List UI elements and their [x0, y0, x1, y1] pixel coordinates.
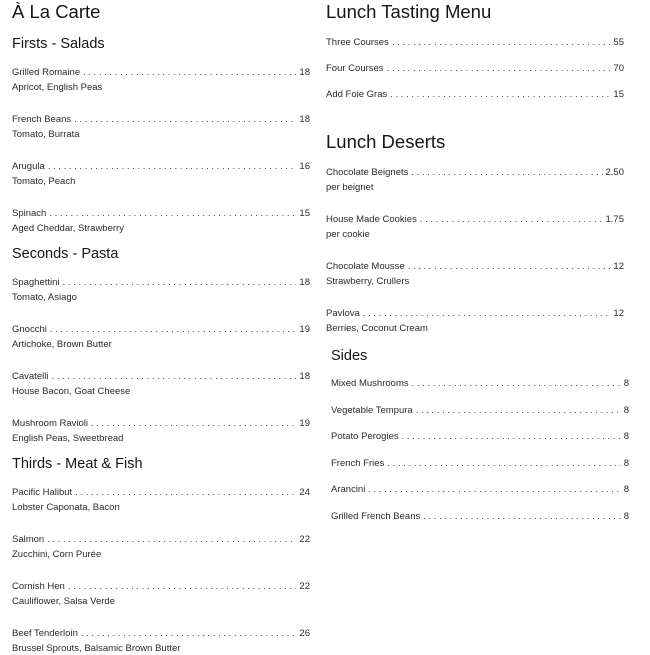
item-price: 18 — [299, 114, 310, 125]
item-price: 2.50 — [605, 167, 624, 178]
item-name: Chocolate Beignets — [326, 167, 409, 178]
item-name: Add Foie Gras — [326, 89, 388, 100]
dot-leader — [50, 324, 297, 336]
dot-leader — [363, 308, 611, 320]
item-name: Grilled Romaine — [12, 67, 81, 78]
section-seconds-pasta — [12, 245, 310, 445]
item-name: Mixed Mushrooms — [331, 378, 409, 389]
menu-item — [12, 324, 310, 351]
item-name: French Fries — [331, 457, 385, 469]
item-price: 8 — [623, 484, 629, 495]
item-description: Strawberry, Crullers — [326, 276, 410, 287]
menu-item — [12, 67, 310, 94]
section-heading: Firsts - Salads — [12, 36, 105, 52]
dot-leader — [387, 63, 611, 75]
menu-item — [331, 405, 629, 417]
item-name: Arancini — [331, 484, 366, 495]
item-name: House Made Cookies — [326, 214, 417, 225]
menu-item — [331, 484, 629, 496]
item-price: 15 — [613, 89, 624, 100]
menu-item — [331, 378, 629, 390]
menu-item — [326, 89, 624, 101]
menu-item — [12, 581, 310, 608]
section-heading: Seconds - Pasta — [12, 246, 119, 262]
dot-leader — [420, 214, 603, 226]
item-price: 12 — [613, 308, 624, 319]
dot-leader — [423, 511, 620, 523]
menu-item — [326, 214, 624, 241]
item-price: 1.75 — [605, 214, 624, 225]
item-name: Salmon — [12, 534, 45, 545]
menu-item — [12, 418, 310, 445]
item-price: 19 — [299, 418, 310, 429]
dot-leader — [81, 628, 297, 640]
dot-leader — [387, 458, 620, 470]
item-description: Apricot, English Peas — [12, 82, 103, 93]
item-description: House Bacon, Goat Cheese — [12, 386, 131, 397]
item-price: 12 — [613, 261, 624, 272]
section-heading: Lunch Tasting Menu — [326, 1, 492, 22]
menu-item — [326, 63, 624, 75]
section-thirds-meat-fish — [12, 455, 310, 655]
item-price: 70 — [613, 63, 624, 74]
item-price: 8 — [623, 378, 629, 389]
dot-leader — [51, 371, 296, 383]
item-description: Tomato, Peach — [12, 176, 76, 187]
item-price: 8 — [623, 431, 629, 442]
item-price: 18 — [299, 371, 310, 382]
item-description: English Peas, Sweetbread — [12, 433, 124, 444]
menu-item — [12, 534, 310, 561]
dot-leader — [75, 487, 296, 499]
menu-item — [12, 277, 310, 304]
item-description: Aged Cheddar, Strawberry — [12, 223, 124, 234]
menu-item — [12, 371, 310, 398]
item-description: per cookie — [326, 229, 370, 240]
item-price: 16 — [299, 161, 310, 172]
item-name: Potato Perogies — [331, 431, 399, 442]
item-name: Pacific Halibut — [12, 487, 73, 498]
item-price: 26 — [299, 628, 310, 639]
section-sides — [331, 347, 629, 523]
dot-leader — [390, 89, 610, 101]
section-lunch-tasting-menu — [326, 1, 624, 101]
section-heading: Lunch Deserts — [326, 131, 446, 152]
menu-item — [12, 114, 310, 141]
item-description: per beignet — [326, 182, 374, 193]
dot-leader — [91, 418, 296, 430]
dot-leader — [74, 114, 296, 126]
menu-item — [326, 261, 624, 288]
item-description: Berries, Coconut Cream — [326, 323, 428, 334]
menu-item — [12, 487, 310, 514]
item-name: Cornish Hen — [12, 581, 65, 592]
section-heading: Sides — [331, 348, 368, 364]
menu-item — [12, 161, 310, 188]
item-price: 24 — [299, 487, 310, 498]
item-name: French Beans — [12, 114, 72, 125]
menu-item — [326, 308, 624, 335]
menu-item — [326, 37, 624, 49]
item-description: Tomato, Asiago — [12, 292, 77, 303]
item-price: 18 — [299, 67, 310, 78]
item-name: Spinach — [12, 208, 47, 219]
item-name: Four Courses — [326, 63, 384, 74]
menu-item — [12, 208, 310, 235]
item-price: 18 — [299, 277, 310, 288]
dot-leader — [48, 161, 297, 173]
menu-title: À La Carte — [12, 1, 101, 22]
item-price: 22 — [299, 534, 310, 545]
item-name: Chocolate Mousse — [326, 261, 405, 272]
item-name: Arugula — [12, 161, 45, 172]
item-price: 8 — [623, 457, 629, 469]
dot-leader — [408, 261, 611, 273]
section-lunch-deserts — [326, 131, 624, 335]
item-description: Tomato, Burrata — [12, 129, 80, 140]
dot-leader — [411, 167, 602, 179]
item-price: 55 — [613, 37, 624, 48]
dot-leader — [47, 534, 296, 546]
item-description: Zucchini, Corn Purée — [12, 549, 102, 560]
dot-leader — [49, 208, 296, 220]
dot-leader — [416, 405, 621, 417]
dot-leader — [83, 67, 296, 79]
section-heading: Thirds - Meat & Fish — [12, 456, 143, 472]
item-name: Cavatelli — [12, 371, 49, 382]
menu-item — [326, 167, 624, 194]
item-price: 22 — [299, 581, 310, 592]
dot-leader — [63, 277, 297, 289]
item-name: Spaghettini — [12, 277, 60, 288]
item-name: Mushroom Ravioli — [12, 418, 89, 429]
item-price: 8 — [623, 404, 629, 416]
menu-item — [12, 628, 310, 655]
dot-leader — [368, 484, 620, 496]
item-name: Beef Tenderloin — [12, 628, 78, 639]
dot-leader — [402, 431, 621, 443]
menu-item — [331, 511, 629, 523]
menu-item — [331, 458, 629, 470]
item-price: 8 — [623, 510, 629, 522]
item-description: Lobster Caponata, Bacon — [12, 502, 120, 513]
dot-leader — [412, 378, 621, 390]
item-price: 15 — [299, 208, 310, 219]
item-name: Three Courses — [326, 37, 389, 48]
item-description: Brussel Sprouts, Balsamic Brown Butter — [12, 643, 181, 654]
item-name: Vegetable Tempura — [331, 404, 413, 416]
item-description: Artichoke, Brown Butter — [12, 339, 112, 350]
section-firsts-salads — [12, 35, 310, 235]
item-description: Cauliflower, Salsa Verde — [12, 596, 115, 607]
item-price: 19 — [299, 324, 310, 335]
item-name: Grilled French Beans — [331, 510, 421, 522]
item-name: Pavlova — [326, 308, 360, 319]
item-name: Gnocchi — [12, 324, 47, 335]
dot-leader — [392, 37, 611, 49]
menu-item — [331, 431, 629, 443]
dot-leader — [68, 581, 297, 593]
